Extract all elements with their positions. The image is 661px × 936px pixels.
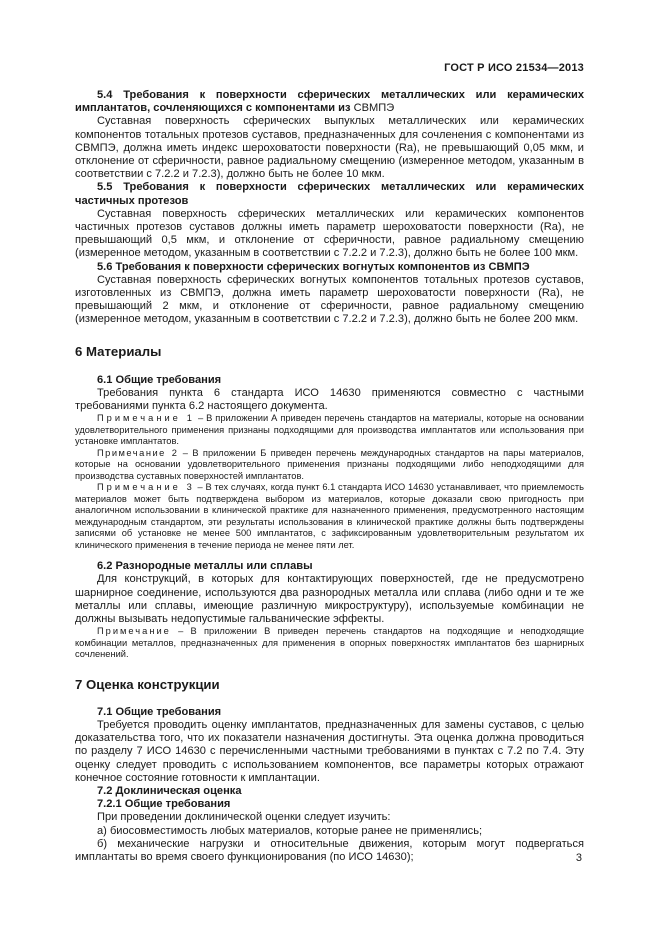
- note-3: Примечание 3 – В тех случаях, когда пункт 6.1 стандарта ИСО 14630 устанавливает, что приемлемость материалов может быть подтверждена выбором из материалов, которые доказали свою пригодность при аналогичном использовании в клинической практике для назначенного применения, предусмотренного настоящим международным стандартом, эти результаты использования в клинической практике должны быть подтверждены записями об установке не менее 500 имплантатов, с зафиксированным удовлетворительным результатом их клинического применения в течение периода не менее пяти лет.: [75, 482, 584, 550]
- section-7-2-1-title: 7.2.1 Общие требования: [97, 798, 231, 811]
- section-5-5-body: Суставная поверхность сферических металлических или керамических компонентов частичных протезов суставов должны иметь параметр шероховатости поверхности (Ra), не превышающий 0,5 мкм, и отклонение от сферичности, равное радиальному смещению (измеренное методом, указанным в соответствии с 7.2.2 и 7.2.3), должно быть не более 100 мкм.: [75, 207, 584, 260]
- section-6-2-body: Для конструкций, в которых для контактирующих поверхностей, где не предусмотрено шарнирное соединение, используются два разнородных металла или сплава (либо одни и те же металлы или сплавы, имеющие различную микроструктуру), используемые комбинации не должны вызывать недопустимые гальванические эффекты.: [75, 573, 584, 626]
- section-6-1-body: Требования пункта 6 стандарта ИСО 14630 применяются совместно с частными требованиями пункта 6.2 настоящего документа.: [75, 386, 584, 413]
- section-7-1-title: 7.1 Общие требования: [97, 705, 222, 718]
- section-7-2-1-intro: При проведении доклинической оценки следует изучить:: [97, 811, 391, 824]
- note-2: Примечание 2 – В приложении Б приведен перечень международных стандартов на пары материалов, которые на основании удовлетворительного применения признаны подходящими либо неподходящими для производства суставных поверхностей имплантатов.: [75, 447, 584, 481]
- section-7-heading: 7 Оценка конструкции: [75, 676, 220, 692]
- section-5-5-title: 5.5 Требования к поверхности сферических металлических или керамических частичных протезов: [75, 181, 584, 207]
- section-5-6-title: 5.6 Требования к поверхности сферических вогнутых компонентов из СВМПЭ: [97, 260, 530, 273]
- section-5-4-title: 5.4 Требования к поверхности сферических металлических или керамических имплантатов, сочленяющихся с компонентами из СВМПЭ: [75, 89, 584, 115]
- section-6-2-title: 6.2 Разнородные металлы или сплавы: [97, 560, 313, 573]
- note-1: Примечание 1 – В приложении А приведен перечень стандартов на материалы, которые на основании удовлетворительного применения признаны подходящими для производства имплантатов или использования при установке имплантатов.: [75, 413, 584, 447]
- page-number: 3: [575, 852, 582, 864]
- section-6-heading: 6 Материалы: [75, 343, 162, 359]
- page-body: [75, 60, 584, 864]
- list-item-b: б) механические нагрузки и относительные движения, которым могут подвергаться имплантаты во время своего функционирования (по ИСО 14630);: [75, 837, 584, 864]
- document-header: ГОСТ Р ИСО 21534—2013: [444, 62, 584, 74]
- section-7-2-title: 7.2 Доклиническая оценка: [97, 785, 242, 797]
- section-5-4-body: Суставная поверхность сферических выпуклых металлических или керамических компонентов тотальных протезов суставов, предназначенных для сочленения с компонентами из СВМПЭ, должна иметь индекс шероховатости поверхности (Ra), не превышающий 0,05 мкм, и отклонение от сферичности, равное радиальному смещению (измеренное методом, указанным в соответствии с 7.2.2 и 7.2.3), должно быть не более 10 мкм.: [75, 115, 584, 181]
- list-item-a: а) биосовместимость любых материалов, которые ранее не применялись;: [97, 824, 483, 837]
- section-7-1-body: Требуется проводить оценку имплантатов, предназначенных для замены суставов, с целью доказательства того, что их показатели назначения достигнуты. Эта оценка должна проводиться по разделу 7 ИСО 14630 с перечисленными частными требованиями в пунктах с 7.2 по 7.4. Эту оценку следует проводить с использованием компонентов, все параметры которых отражают конечное состояние готовности к имплантации.: [75, 718, 584, 784]
- note-6-2: Примечание – В приложении В приведен перечень стандартов на подходящие и неподходящие комбинации металлов, предназначенных для применения в опорных поверхностях имплантатов без шарнирных сочленений.: [75, 626, 584, 660]
- section-5-6-body: Суставная поверхность сферических вогнутых компонентов тотальных протезов суставов, изготовленных из СВМПЭ, должна иметь параметр шероховатости поверхности (Ra), не превышающий 2 мкм, и отклонение от сферичности, равное радиальному смещению (измеренное методом, указанным в соответствии с 7.2.2 и 7.2.3), должно быть не более 200 мкм.: [75, 273, 584, 326]
- section-6-1-title: 6.1 Общие требования: [97, 373, 222, 386]
